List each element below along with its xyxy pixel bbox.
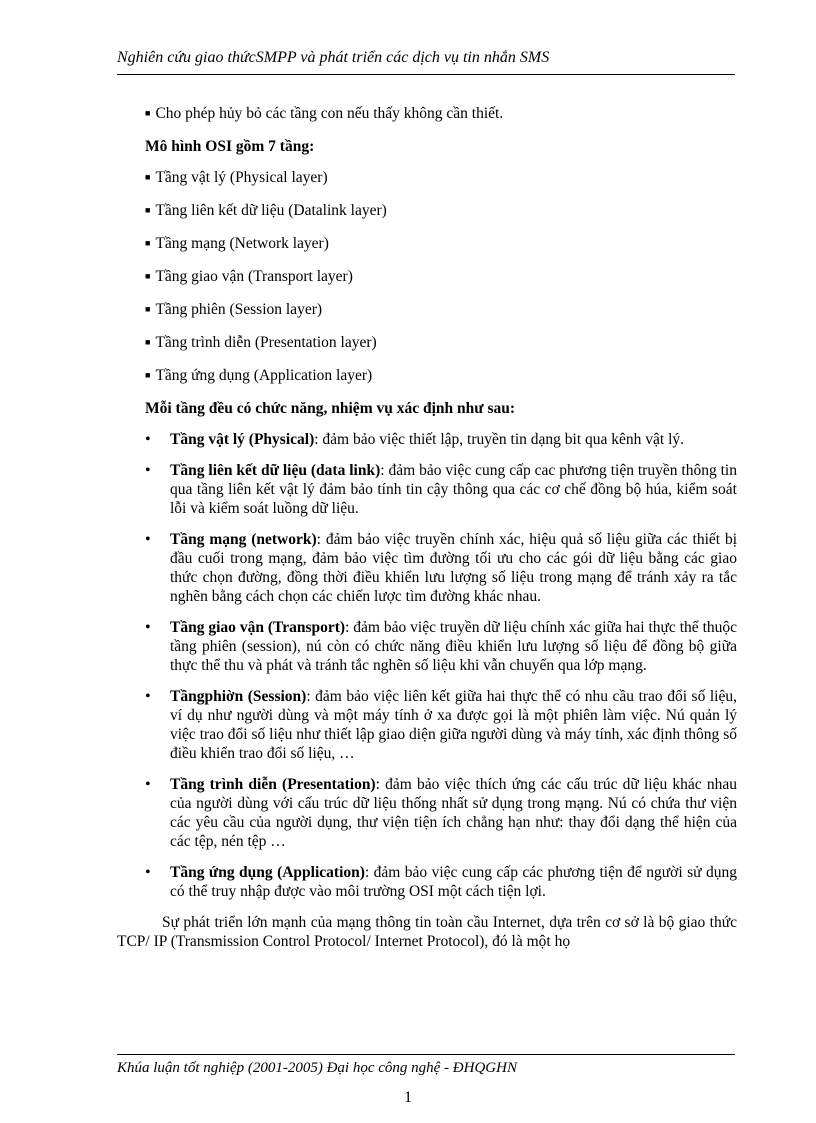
list-item: ■ Tầng liên kết dữ liệu (Datalink layer) <box>145 201 737 222</box>
list-item <box>117 530 737 606</box>
layer-description: : đảm bảo việc truyền chính xác, hiệu quả số liệu giữa các thiết bị đầu cuối trong mạng, đảm bảo việc tìm đường tối ưu cho các gói dữ liệu bằng các giao thức chọn đường, đồng thời điều khiển lưu lượng số liệu trong mạng để tránh xảy ra tắc nghẽn bằng cách chọn các chiến lược tìm đường khác nhau. <box>170 531 738 605</box>
list-item <box>117 775 737 851</box>
list-item <box>117 863 737 901</box>
layer-description: : đảm bảo việc thiết lập, truyền tin dạng bit qua kênh vật lý. <box>314 431 685 448</box>
layer-term: Tầng trình diễn (Presentation) <box>170 776 376 793</box>
layer-description: : đảm bảo việc truyền dữ liệu chính xác giữa hai thực thể thuộc tầng phiên (session), nú còn có chức năng điều khiển lưu lượng số liệu để đồng bộ giữa thực thể thu và phát và tránh tắc nghẽn số liệu khi vẫn chuyển qua lớp mạng. <box>170 619 738 674</box>
osi-heading: Mô hình OSI gồm 7 tầng: <box>145 138 315 155</box>
page-footer: Khúa luận tốt nghiệp (2001-2005) Đại học công nghệ - ĐHQGHN <box>117 1060 517 1076</box>
list-item: ■ Tầng vật lý (Physical layer) <box>145 168 737 189</box>
list-item: ■ Tầng ứng dụng (Application layer) <box>145 366 737 387</box>
main-content <box>117 104 737 951</box>
list-item <box>117 430 737 449</box>
page-number: 1 <box>404 1089 412 1106</box>
footer-rule <box>117 1054 735 1055</box>
layer-description: : đảm bảo việc liên kết giữa hai thực thể có nhu cầu trao đổi số liệu, ví dụ như người dùng và một máy tính ở xa được gọi là một phiên làm việc. Nú quản lý việc trao đổi số liệu như thiết lập giao diện giữa người dùng và máy tính, xác định thông số điều khiển trao đổi số liệu, … <box>170 688 737 762</box>
list-item <box>117 618 737 675</box>
list-item: ■ Tầng giao vận (Transport layer) <box>145 267 737 288</box>
osi-layer-list <box>117 168 737 387</box>
list-item: ■ Tầng mạng (Network layer) <box>145 234 737 255</box>
layer-term: Tầng vật lý (Physical) <box>170 431 315 448</box>
list-item: ■ Cho phép hủy bỏ các tầng con nếu thấy không cần thiết. <box>145 104 737 125</box>
closing-paragraph: Sự phát triển lớn mạnh của mạng thông tin toàn cầu Internet, dựa trên cơ sở là bộ giao thức TCP/ IP (Transmission Control Protocol/ Internet Protocol), đó là một họ <box>117 914 737 950</box>
list-item <box>117 687 737 763</box>
layer-term: Tầngphiờn (Session) <box>170 688 307 705</box>
list-item <box>117 461 737 518</box>
layer-term: Tầng mạng (network) <box>170 531 317 548</box>
layer-description: : đảm bảo việc cung cấp cac phương tiện truyền thông tin qua tầng liên kết vật lý đảm bảo tính tin cậy thông qua các cơ chế đồng bộ húa, kiểm soát lỗi và kiểm soát luồng dữ liệu. <box>170 462 737 517</box>
layer-description: : đảm bảo việc cung cấp các phương tiện để người sử dụng có thể truy nhập được vào môi trường OSI một cách tiện lợi. <box>170 864 737 900</box>
list-item: ■ Tầng phiên (Session layer) <box>145 300 737 321</box>
functions-list <box>117 430 737 901</box>
list-item: ■ Tầng trình diễn (Presentation layer) <box>145 333 737 354</box>
page-header: Nghiên cứu giao thứcSMPP và phát triển các dịch vụ tin nhắn SMS <box>117 49 550 66</box>
layer-description: : đảm bảo việc thích ứng các cấu trúc dữ liệu khác nhau của người dùng với cấu trúc dữ liệu thống nhất sử dụng trong mạng. Nú có chứa thư viện các yêu cầu của người dụng, thư viện tiện ích chẳng hạn như: thay đổi dạng thể hiện của các tệp, nén tệp … <box>170 776 738 850</box>
layer-term: Tầng liên kết dữ liệu (data link) <box>170 462 381 479</box>
header-rule <box>117 74 735 75</box>
functions-heading: Mỗi tầng đều có chức năng, nhiệm vụ xác định như sau: <box>145 400 516 417</box>
layer-term: Tầng ứng dụng (Application) <box>170 864 365 881</box>
layer-term: Tầng giao vận (Transport) <box>170 619 346 636</box>
